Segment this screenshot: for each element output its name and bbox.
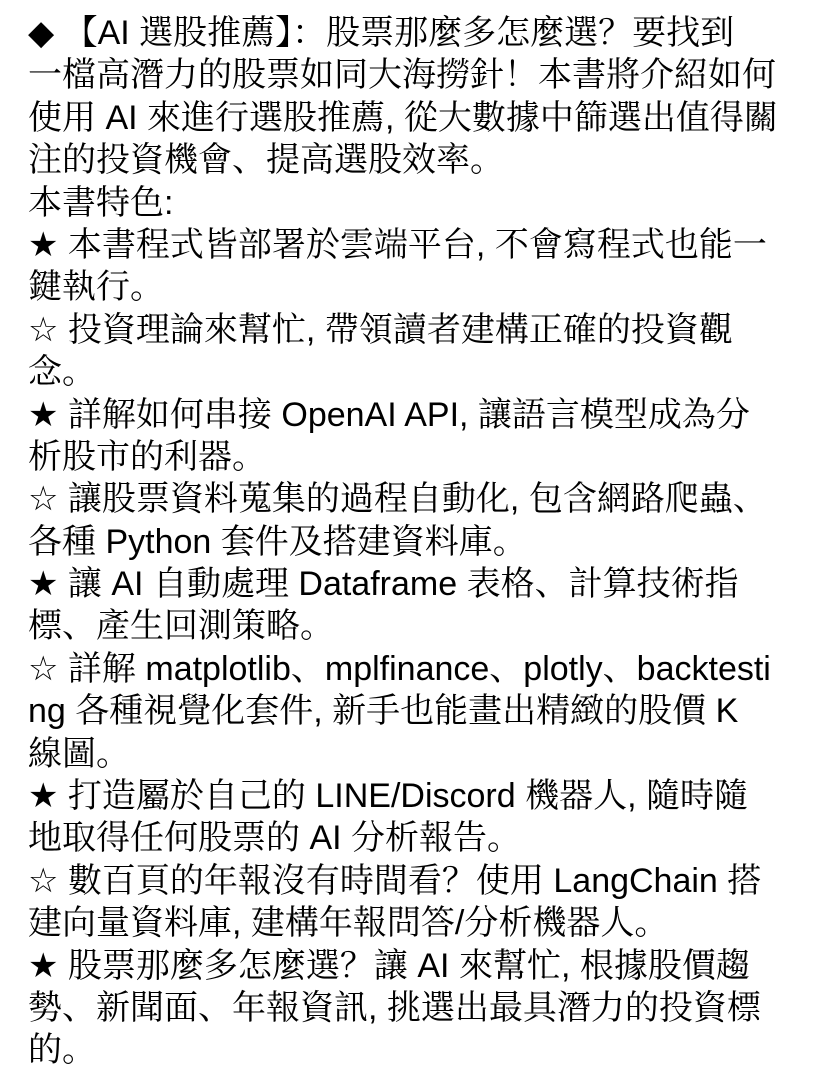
feature-bullet-line: ☆ 數百頁的年報沒有時間看？使用 LangChain 搭 — [28, 861, 762, 900]
feature-bullet-line: ☆ 讓股票資料蒐集的過程自動化, 包含網路爬蟲、 — [28, 480, 767, 519]
feature-continuation-line: 線圖。 — [28, 734, 130, 773]
intro-line: ◆ 【AI 選股推薦】：股票那麼多怎麼選？要找到 — [28, 14, 735, 52]
features-heading: 本書特色: — [28, 183, 174, 222]
feature-continuation-line: 的。 — [28, 1031, 96, 1070]
feature-bullet-line: ★ 打造屬於自己的 LINE/Discord 機器人, 隨時隨 — [28, 777, 748, 816]
feature-continuation-line: ng 各種視覺化套件, 新手也能畫出精緻的股價 K — [28, 692, 739, 731]
feature-bullet-line: ★ 詳解如何串接 OpenAI API, 讓語言模型成為分 — [28, 395, 750, 434]
feature-bullet-line: ☆ 詳解 matplotlib、mplfinance、plotly、backtesti — [28, 649, 771, 688]
feature-continuation-line: 念。 — [28, 353, 96, 392]
feature-bullet-line: ★ 股票那麼多怎麼選？讓 AI 來幫忙, 根據股價趨 — [28, 946, 750, 985]
feature-continuation-line: 標、產生回測策略。 — [28, 607, 334, 646]
intro-line: 一檔高潛力的股票如同大海撈針！本書將介紹如何 — [28, 56, 776, 95]
feature-bullet-line: ☆ 投資理論來幫忙, 帶領讀者建構正確的投資觀 — [28, 310, 733, 349]
feature-bullet-line: ★ 讓 AI 自動處理 Dataframe 表格、計算技術指 — [28, 565, 739, 604]
feature-bullet-line: ★ 本書程式皆部署於雲端平台, 不會寫程式也能一 — [28, 225, 767, 264]
feature-continuation-line: 勢、新聞面、年報資訊, 挑選出最具潛力的投資標 — [28, 988, 761, 1027]
intro-line: 注的投資機會、提高選股效率。 — [28, 141, 504, 180]
intro-line: 使用 AI 來進行選股推薦, 從大數據中篩選出值得關 — [28, 98, 778, 137]
feature-continuation-line: 地取得任何股票的 AI 分析報告。 — [28, 819, 522, 858]
feature-continuation-line: 各種 Python 套件及搭建資料庫。 — [28, 522, 527, 561]
feature-continuation-line: 建向量資料庫, 建構年報問答/分析機器人。 — [28, 904, 669, 943]
feature-continuation-line: 鍵執行。 — [28, 268, 164, 307]
feature-continuation-line: 析股市的利器。 — [28, 437, 266, 476]
